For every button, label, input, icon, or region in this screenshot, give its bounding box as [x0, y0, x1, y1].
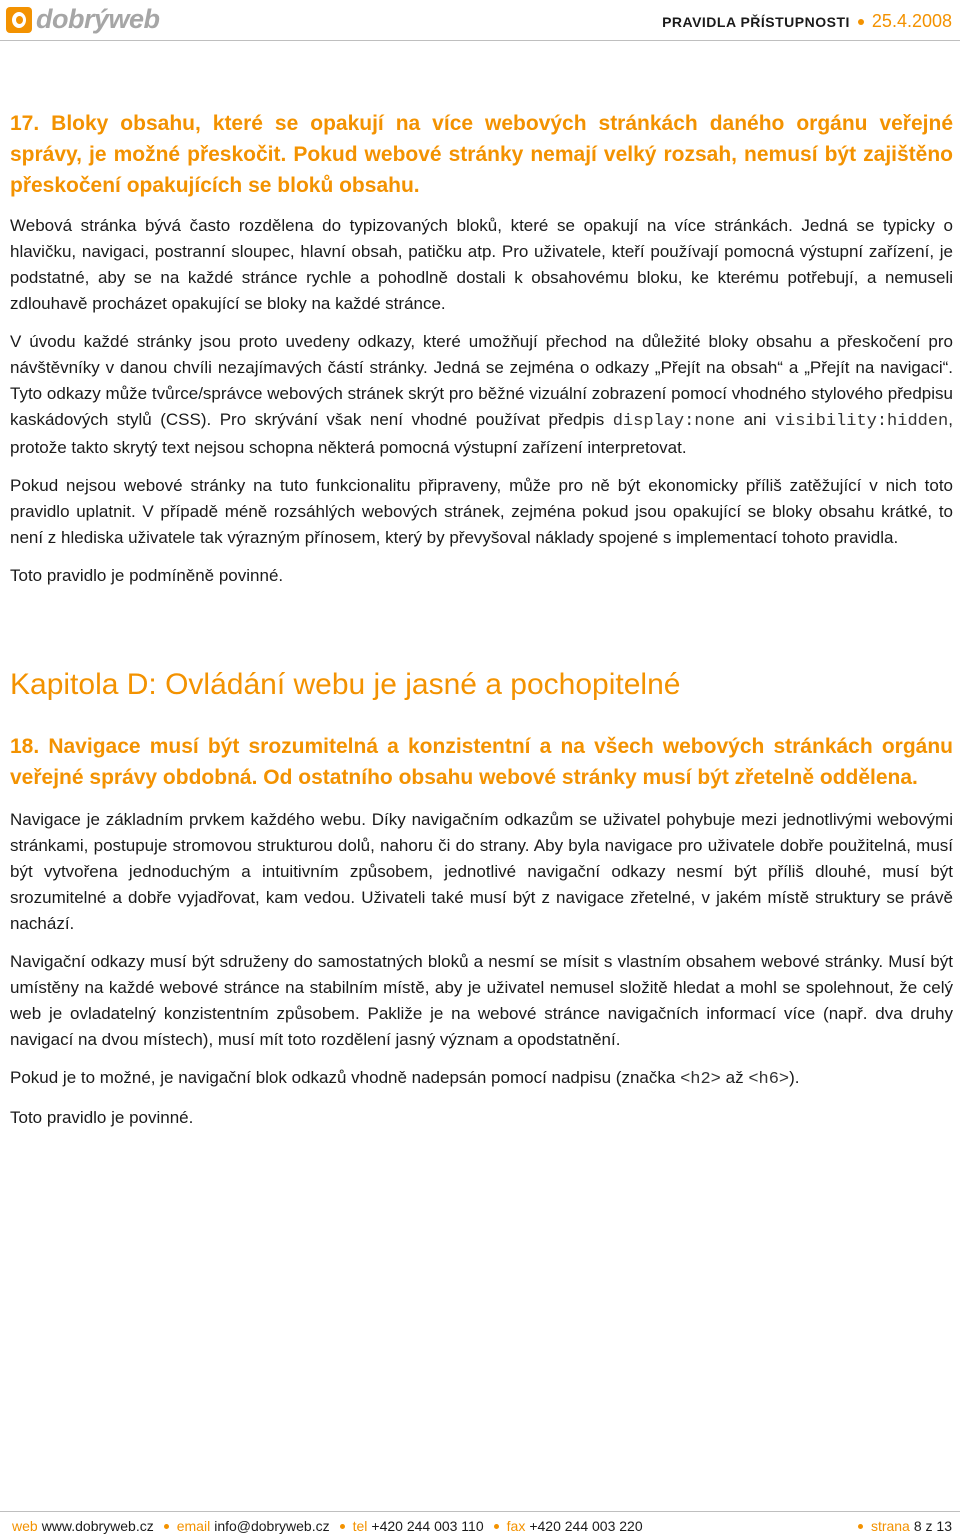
logo-text: dobrýweb: [36, 4, 160, 34]
bullet-icon: [164, 1524, 169, 1529]
code-h6: <h6>: [748, 1070, 790, 1089]
bullet-icon: [858, 1524, 863, 1529]
document-date: 25.4.2008: [871, 11, 952, 31]
paragraph-text: V úvodu každé stránky jsou proto uvedeny odkazy, které umožňují přechod na důležité bloky obsahu a přeskočení pro návštěvníky v danou chvíli nezajímavých částí stránky. Jedná se zejména o odkazy „Přejít na obsah“ a „Přejít na navigaci“. Tyto odkazy může tvůrce/správce webových stránek skrýt pro běžné vizuální zobrazení pomocí vhodného stylového předpisu kaskádových stylů (CSS). Pro skrývání však není vhodné používat předpis: [10, 332, 953, 429]
footer-web-label: web: [12, 1518, 38, 1534]
paragraph-text: Pokud je to možné, je navigační blok odkazů vhodně nadepsán pomocí nadpisu (značka: [10, 1068, 676, 1087]
paragraph-text: , protože takto skrytý text nejsou schopna některá pomocná výstupní zařízení interpretovat.: [10, 410, 953, 457]
rule-18-obligation: Toto pravidlo je povinné.: [10, 1108, 194, 1127]
rule-17-paragraph-2: [10, 329, 953, 461]
footer-tel-value: +420 244 003 110: [371, 1518, 484, 1534]
document-title: PRAVIDLA PŘÍSTUPNOSTI: [662, 13, 850, 30]
paragraph-text: ani: [743, 410, 767, 429]
rule-17-heading: 17. Bloky obsahu, které se opakují na více webových stránkách daného orgánu veřejné správy, je možné přeskočit. Pokud webové stránky nemají velký rozsah, nemusí být zajištěno přeskočení opakujících se bloků obsahu.: [10, 112, 953, 197]
code-visibility-hidden: visibility:hidden: [774, 412, 949, 431]
footer-fax-label: fax: [506, 1518, 526, 1534]
header-meta: [662, 11, 952, 32]
footer-page-label: strana: [870, 1518, 910, 1534]
footer-email-label: email: [176, 1518, 211, 1534]
rule-18-paragraph-2: Navigační odkazy musí být sdruženy do samostatných bloků a nesmí se mísit s vlastním obsahem webové stránky. Musí být umístěny na každé webové stránce na stabilním místě, aby je uživatel nemusel složitě hledat a mohl se spolehnout, že celý web je ovladatelný konzistentním způsobem. Pakliže je na webové stránce navigačních informací více (např. dva druhy navigací na dvou místech), musí mít toto rozdělení jasný význam a opodstatnění.: [10, 952, 953, 1049]
page-content: [10, 108, 953, 1131]
code-display-none: display:none: [612, 412, 736, 431]
footer-tel-label: tel: [352, 1518, 368, 1534]
logo-icon: [6, 7, 32, 33]
bullet-icon: [340, 1524, 345, 1529]
paragraph-text: ).: [789, 1068, 800, 1087]
bullet-icon: [494, 1524, 499, 1529]
rule-17-obligation: Toto pravidlo je podmíněně povinné.: [10, 566, 284, 585]
code-h2: <h2>: [680, 1070, 721, 1089]
logo: [6, 4, 160, 35]
rule-17-paragraph-1: Webová stránka bývá často rozdělena do typizovaných bloků, které se opakují na více stránkách. Jedná se typicky o hlavičku, navigaci, postranní sloupec, hlavní obsah, patičku atp. Pro uživatele, kteří používají pomocná výstupní zařízení, je podstatné, aby se na každé stránce rychle a pohodlně dostali k obsahovému bloku, ke kterému potřebují, a nemuseli zdlouhavě procházet opakující se bloky na každé stránce.: [10, 216, 953, 313]
rule-18-paragraph-1: Navigace je základním prvkem každého webu. Díky navigačním odkazům se uživatel pohybuje mezi jednotlivými webovými stránkami, postupuje stromovou strukturou dolů, nahoru či do strany. Aby byla navigace pro uživatele dobře použitelná, musí být vytvořena jednoduchým a intuitivním způsobem, jednotlivé navigační odkazy nesmí být příliš dlouhé, musí být srozumitelné a dobře vyjadřovat, kam vedou. Uživateli také musí být z navigace zřetelné, v jakém místě struktury se právě nachází.: [10, 810, 953, 933]
rule-18-heading: 18. Navigace musí být srozumitelná a konzistentní a na všech webových stránkách orgánu veřejné správy obdobná. Od ostatního obsahu webové stránky musí být zřetelně oddělena.: [10, 735, 953, 789]
bullet-icon: [858, 19, 864, 25]
page-footer: [0, 1518, 960, 1540]
rule-18-paragraph-3: [10, 1065, 953, 1093]
footer-fax-value: +420 244 003 220: [529, 1518, 643, 1534]
page-header: [0, 0, 960, 40]
footer-page-number: 8 z 13: [913, 1518, 952, 1534]
footer-email-link[interactable]: info@dobryweb.cz: [214, 1518, 330, 1534]
chapter-title: Kapitola D: Ovládání webu je jasné a pochopitelné: [10, 668, 681, 701]
footer-web-link[interactable]: www.dobryweb.cz: [41, 1518, 154, 1534]
rule-17-paragraph-3: Pokud nejsou webové stránky na tuto funkcionalitu připraveny, může pro ně být ekonomicky příliš zatěžující v nich toto pravidlo uplatnit. V případě méně rozsáhlých webových stránek, zejména pokud jsou opakující se bloky obsahu krátké, to není z hlediska uživatele tak výrazným přínosem, který by převyšoval náklady spojené s implementací tohoto pravidla.: [10, 476, 953, 547]
header-divider: [0, 40, 960, 41]
paragraph-text: až: [725, 1068, 744, 1087]
footer-divider: [0, 1511, 960, 1512]
